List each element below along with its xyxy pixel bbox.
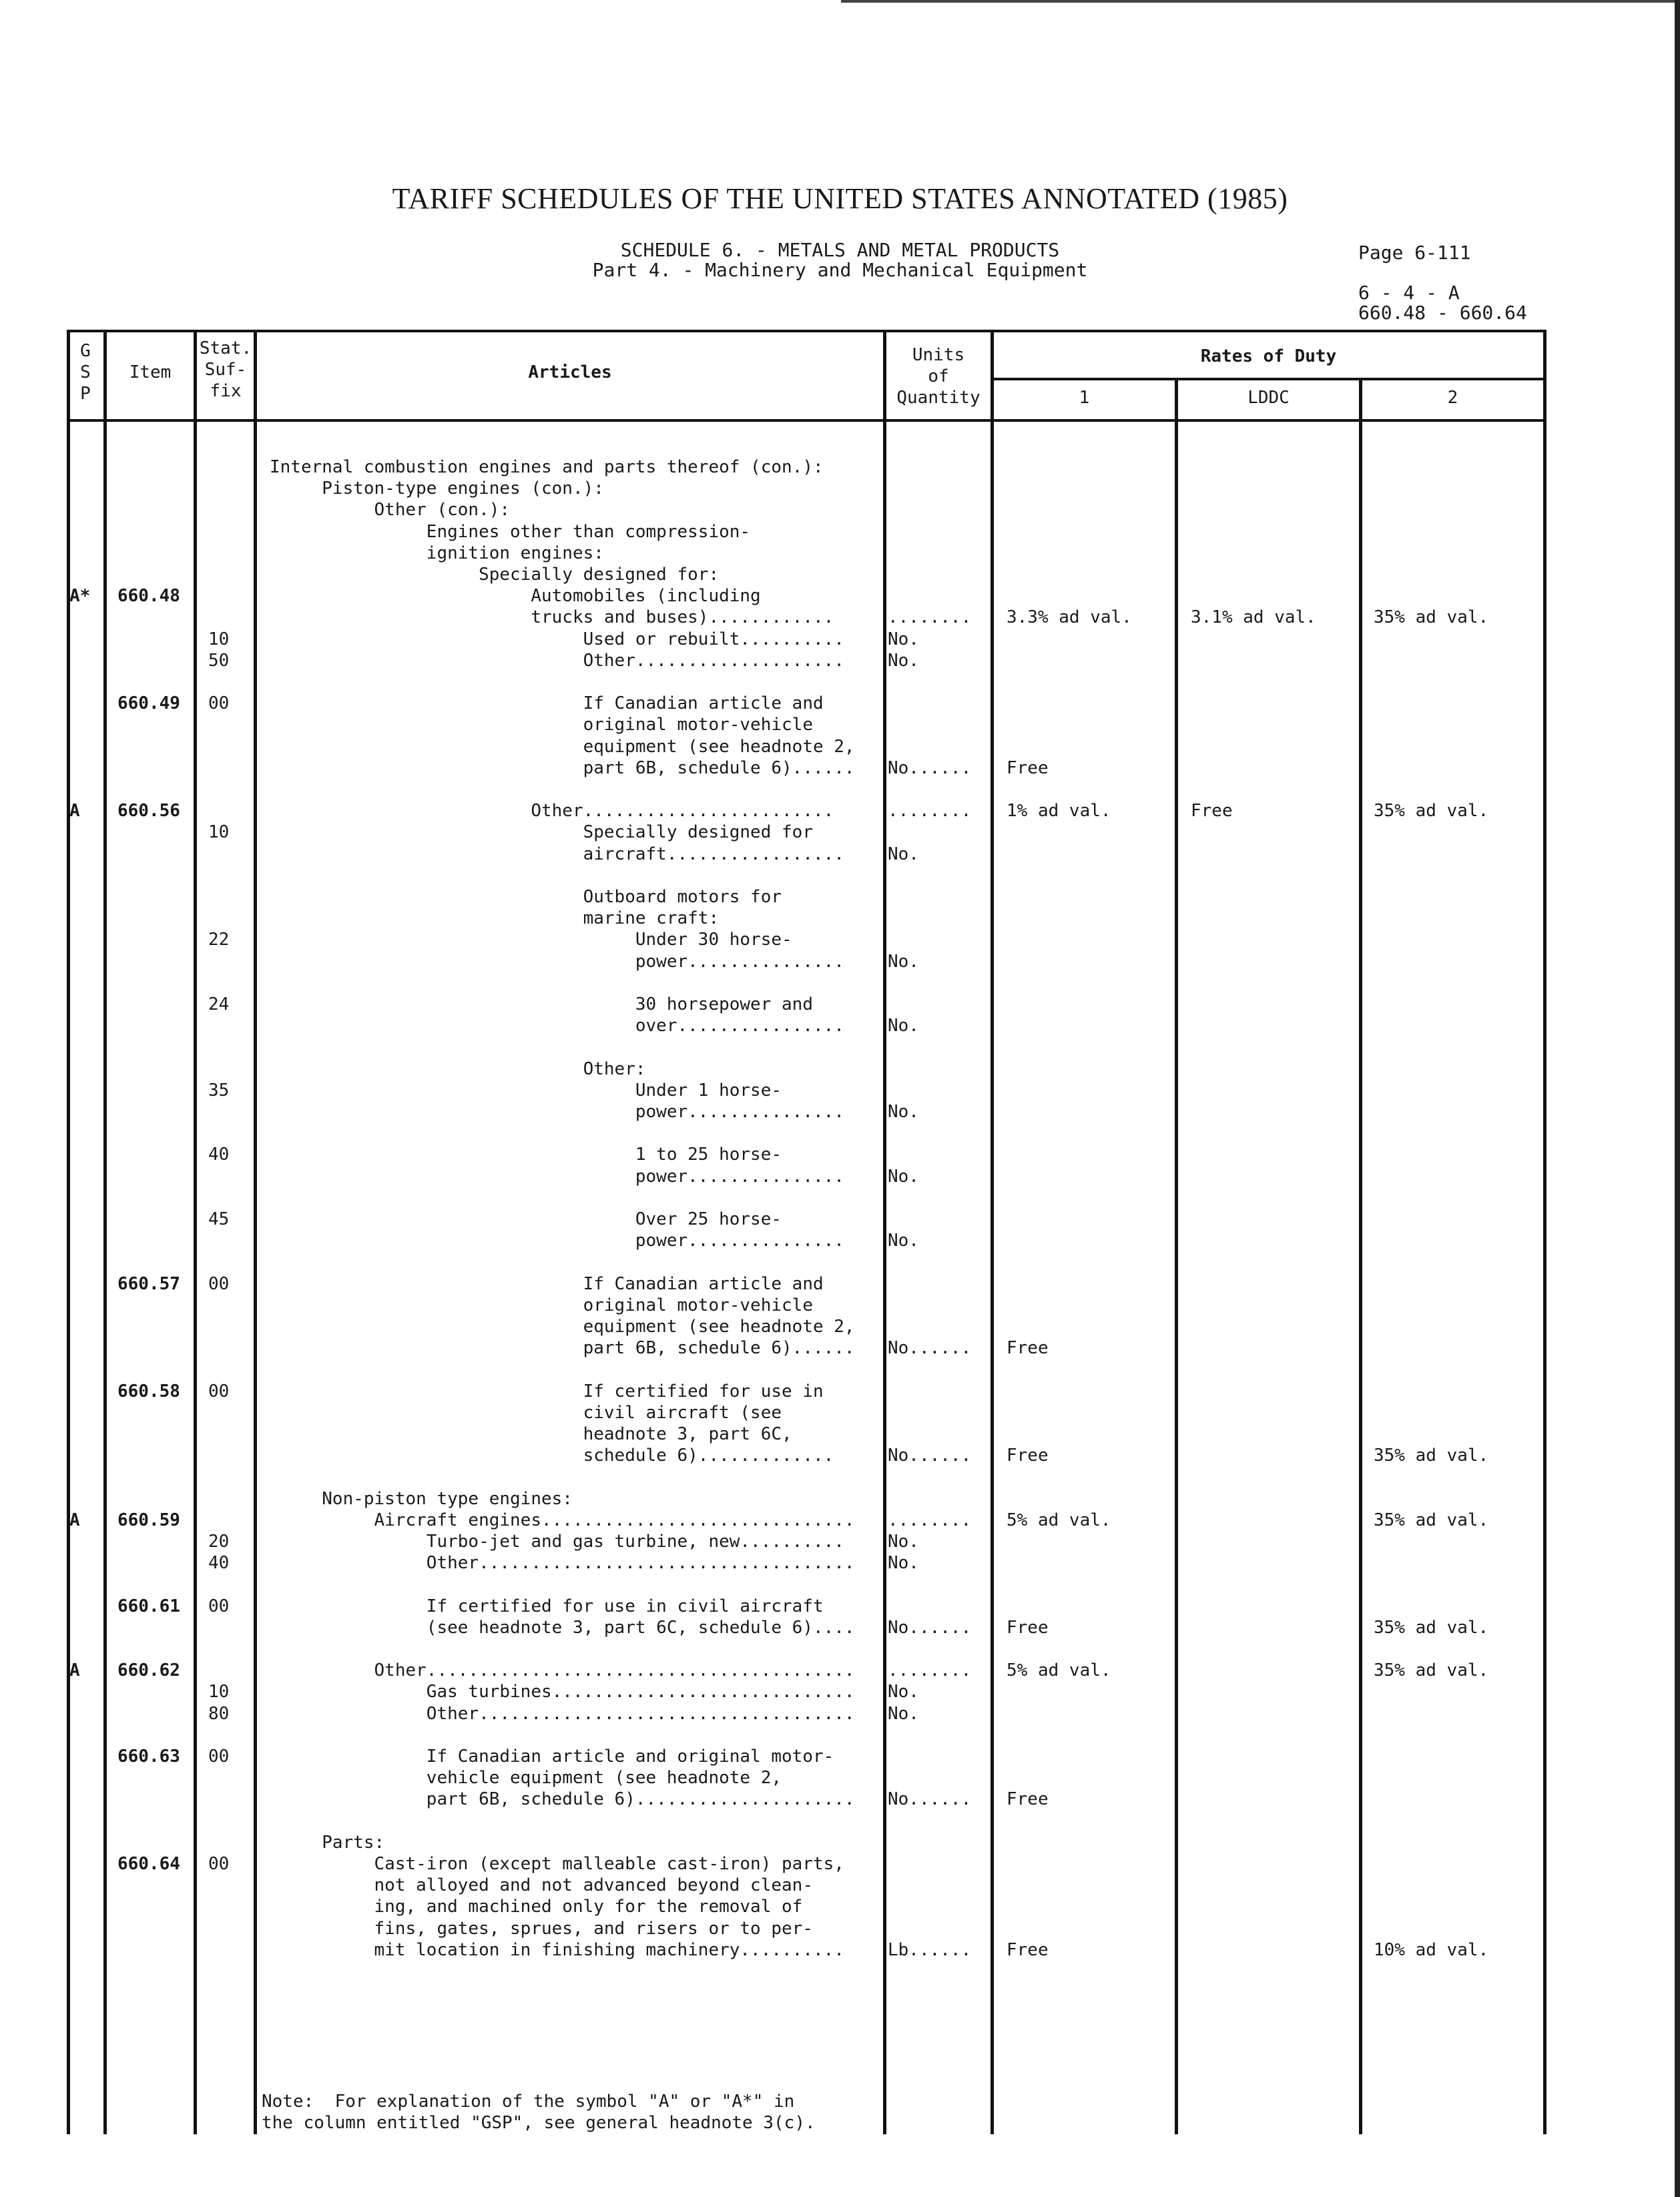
page-code: 6 - 4 - A [1358, 282, 1460, 304]
row-rate-1: 3.3% ad val. [1007, 607, 1132, 628]
row-rate-1: Free [1007, 757, 1049, 778]
row-article: not alloyed and not advanced beyond clean- [270, 1875, 813, 1896]
row-article: Outboard motors for [270, 887, 782, 907]
row-rate-2: 10% ad val. [1374, 1939, 1489, 1960]
row-article: Non-piston type engines: [270, 1488, 573, 1509]
col-rule-lddc [1359, 378, 1362, 2134]
row-units: No...... [888, 1617, 972, 1638]
row-item-number: 660.62 [117, 1660, 180, 1681]
page-right-edge [1675, 0, 1680, 2197]
col-rule-rate1 [1175, 378, 1178, 2134]
row-article: vehicle equipment (see headnote 2, [270, 1768, 782, 1789]
row-stat-suffix: 20 [208, 1532, 230, 1552]
row-article: part 6B, schedule 6)...... [270, 1338, 855, 1359]
row-article: If Canadian article and [270, 693, 824, 714]
row-article: power............... [270, 1166, 844, 1187]
row-units: ........ [888, 801, 972, 822]
col-rule-articles [883, 330, 886, 2134]
row-article: part 6B, schedule 6)...... [270, 757, 855, 778]
row-rate-2: 35% ad val. [1374, 607, 1489, 628]
row-rate-1: Free [1007, 1617, 1049, 1638]
row-units: No. [888, 1102, 919, 1122]
row-article: original motor-vehicle [270, 715, 813, 735]
row-article: schedule 6)............. [270, 1446, 834, 1466]
row-rate-1: Free [1007, 1446, 1049, 1466]
row-stat-suffix: 10 [208, 1682, 230, 1702]
row-units: No. [888, 1231, 919, 1251]
row-stat-suffix: 00 [208, 1596, 230, 1616]
part-heading: Part 4. - Machinery and Mechanical Equipment [592, 259, 1088, 281]
row-article: aircraft................. [270, 844, 844, 864]
row-item-number: 660.56 [117, 801, 180, 822]
row-article: power............... [270, 1102, 844, 1122]
row-article: Turbo-jet and gas turbine, new.......... [270, 1532, 844, 1552]
row-units: No. [888, 1682, 919, 1702]
row-stat-suffix: 00 [208, 1273, 230, 1294]
header-stat-suffix: Stat. Suf- fix [199, 338, 252, 401]
row-article: If certified for use in [270, 1381, 824, 1401]
row-article: equipment (see headnote 2, [270, 736, 855, 757]
row-article: power............... [270, 951, 844, 972]
footnote-line-1: Note: For explanation of the symbol "A" or "A*" in [262, 2092, 795, 2112]
row-article: original motor-vehicle [270, 1295, 813, 1315]
row-article: Used or rebuilt.......... [270, 629, 844, 649]
table-top-rule [67, 330, 1547, 332]
header-rate-1: 1 [1079, 388, 1090, 408]
row-rate-1: 1% ad val. [1007, 801, 1111, 822]
document-title: TARIFF SCHEDULES OF THE UNITED STATES ANNOTATED (1985) [392, 182, 1288, 215]
row-units: No. [888, 1703, 919, 1724]
row-item-number: 660.57 [117, 1273, 180, 1294]
row-units: No...... [888, 1789, 972, 1810]
row-article: Automobiles (including [270, 586, 761, 607]
col-rule-stat [254, 330, 257, 2134]
row-article: If Canadian article and original motor- [270, 1747, 834, 1767]
row-stat-suffix: 35 [208, 1080, 230, 1101]
row-units: No. [888, 1553, 919, 1574]
row-rate-1: Free [1007, 1789, 1049, 1810]
row-rate-2: 35% ad val. [1374, 1446, 1489, 1466]
row-units: Lb...... [888, 1939, 972, 1960]
row-article: headnote 3, part 6C, [270, 1424, 792, 1444]
row-article: Other (con.): [270, 500, 511, 521]
row-article: Other.................................... [270, 1553, 855, 1574]
item-range: 660.48 - 660.64 [1358, 302, 1527, 324]
row-units: No. [888, 844, 919, 864]
row-units: No. [888, 951, 919, 972]
row-article: Other.................... [270, 650, 844, 671]
row-stat-suffix: 10 [208, 822, 230, 843]
header-articles: Articles [528, 362, 612, 382]
row-article: Engines other than compression- [270, 521, 751, 542]
row-gsp: A* [69, 586, 91, 607]
row-stat-suffix: 80 [208, 1703, 230, 1724]
row-article: Gas turbines............................. [270, 1682, 855, 1702]
row-article: power............... [270, 1231, 844, 1251]
row-units: No...... [888, 757, 972, 778]
row-article: Under 30 horse- [270, 930, 792, 950]
row-item-number: 660.49 [117, 693, 180, 714]
col-rule-units [991, 330, 994, 2134]
row-rate-1: Free [1007, 1338, 1049, 1359]
row-article: Over 25 horse- [270, 1209, 782, 1229]
row-gsp: A [69, 1510, 80, 1530]
page-number: Page 6-111 [1358, 242, 1471, 264]
col-rule-right [1543, 330, 1547, 2134]
header-units-of-quantity: Units of Quantity [896, 345, 981, 408]
row-units: ........ [888, 607, 972, 628]
row-rate-2: 35% ad val. [1374, 1660, 1489, 1681]
row-stat-suffix: 10 [208, 629, 230, 649]
row-article: civil aircraft (see [270, 1402, 782, 1423]
footnote-line-2: the column entitled "GSP", see general headnote 3(c). [262, 2113, 816, 2133]
row-article: If Canadian article and [270, 1273, 824, 1294]
row-article: ing, and machined only for the removal of [270, 1897, 803, 1917]
row-units: No. [888, 1016, 919, 1036]
row-article: 1 to 25 horse- [270, 1145, 782, 1165]
row-stat-suffix: 24 [208, 994, 230, 1014]
row-rate-1: Free [1007, 1939, 1049, 1960]
header-bottom-rule [67, 419, 1547, 422]
row-units: No. [888, 1532, 919, 1552]
row-article: Parts: [270, 1832, 385, 1853]
row-article: Other........................ [270, 801, 834, 822]
row-units: No...... [888, 1338, 972, 1359]
row-rate-2: 35% ad val. [1374, 1510, 1489, 1530]
row-article: Other......................................... [270, 1660, 855, 1681]
row-units: No...... [888, 1446, 972, 1466]
row-item-number: 660.64 [117, 1854, 180, 1874]
row-rate-lddc: 3.1% ad val. [1191, 607, 1316, 628]
header-item: Item [129, 362, 172, 382]
row-article: Aircraft engines.............................. [270, 1510, 855, 1530]
header-rate-lddc: LDDC [1247, 388, 1290, 408]
header-rates-of-duty: Rates of Duty [1200, 346, 1337, 366]
row-units: ........ [888, 1510, 972, 1530]
col-rule-gsp [103, 330, 107, 2134]
row-stat-suffix: 00 [208, 1854, 230, 1874]
row-item-number: 660.58 [117, 1381, 180, 1401]
row-gsp: A [69, 1660, 80, 1681]
row-gsp: A [69, 801, 80, 822]
row-article: (see headnote 3, part 6C, schedule 6).... [270, 1617, 855, 1638]
row-rate-1: 5% ad val. [1007, 1510, 1111, 1530]
row-units: ........ [888, 1660, 972, 1681]
row-stat-suffix: 40 [208, 1553, 230, 1574]
page-top-rule [841, 0, 1680, 3]
row-article: over................ [270, 1016, 844, 1036]
row-article: If certified for use in civil aircraft [270, 1596, 824, 1616]
header-gsp: G S P [80, 341, 91, 404]
row-stat-suffix: 00 [208, 693, 230, 714]
row-article: fins, gates, sprues, and risers or to per- [270, 1918, 813, 1939]
row-article: Internal combustion engines and parts thereof (con.): [270, 457, 824, 477]
row-rate-lddc: Free [1191, 801, 1233, 822]
row-article: ignition engines: [270, 543, 604, 563]
row-article: mit location in finishing machinery.......... [270, 1939, 844, 1960]
row-article: equipment (see headnote 2, [270, 1317, 855, 1337]
row-rate-1: 5% ad val. [1007, 1660, 1111, 1681]
row-article: marine craft: [270, 908, 720, 929]
schedule-heading: SCHEDULE 6. - METALS AND METAL PRODUCTS [620, 239, 1060, 261]
row-stat-suffix: 00 [208, 1747, 230, 1767]
row-article: Other: [270, 1058, 646, 1079]
row-stat-suffix: 45 [208, 1209, 230, 1229]
row-item-number: 660.61 [117, 1596, 180, 1616]
row-units: No. [888, 629, 919, 649]
col-rule-item [194, 330, 197, 2134]
row-units: No. [888, 1166, 919, 1187]
row-article: Other.................................... [270, 1703, 855, 1724]
row-stat-suffix: 00 [208, 1381, 230, 1401]
row-article: Under 1 horse- [270, 1080, 782, 1101]
row-article: trucks and buses)............ [270, 607, 834, 628]
row-item-number: 660.59 [117, 1510, 180, 1530]
row-stat-suffix: 40 [208, 1145, 230, 1165]
row-article: Cast-iron (except malleable cast-iron) parts, [270, 1854, 844, 1874]
row-article: Piston-type engines (con.): [270, 479, 604, 499]
row-rate-2: 35% ad val. [1374, 1617, 1489, 1638]
row-units: No. [888, 650, 919, 671]
row-article: Specially designed for [270, 822, 813, 843]
row-article: Specially designed for: [270, 565, 720, 585]
row-stat-suffix: 50 [208, 650, 230, 671]
row-item-number: 660.48 [117, 586, 180, 607]
rates-subheader-rule [991, 378, 1547, 380]
header-rate-2: 2 [1447, 388, 1458, 408]
row-item-number: 660.63 [117, 1747, 180, 1767]
row-stat-suffix: 22 [208, 930, 230, 950]
row-rate-2: 35% ad val. [1374, 801, 1489, 822]
row-article: part 6B, schedule 6)..................... [270, 1789, 855, 1810]
row-article: 30 horsepower and [270, 994, 813, 1014]
